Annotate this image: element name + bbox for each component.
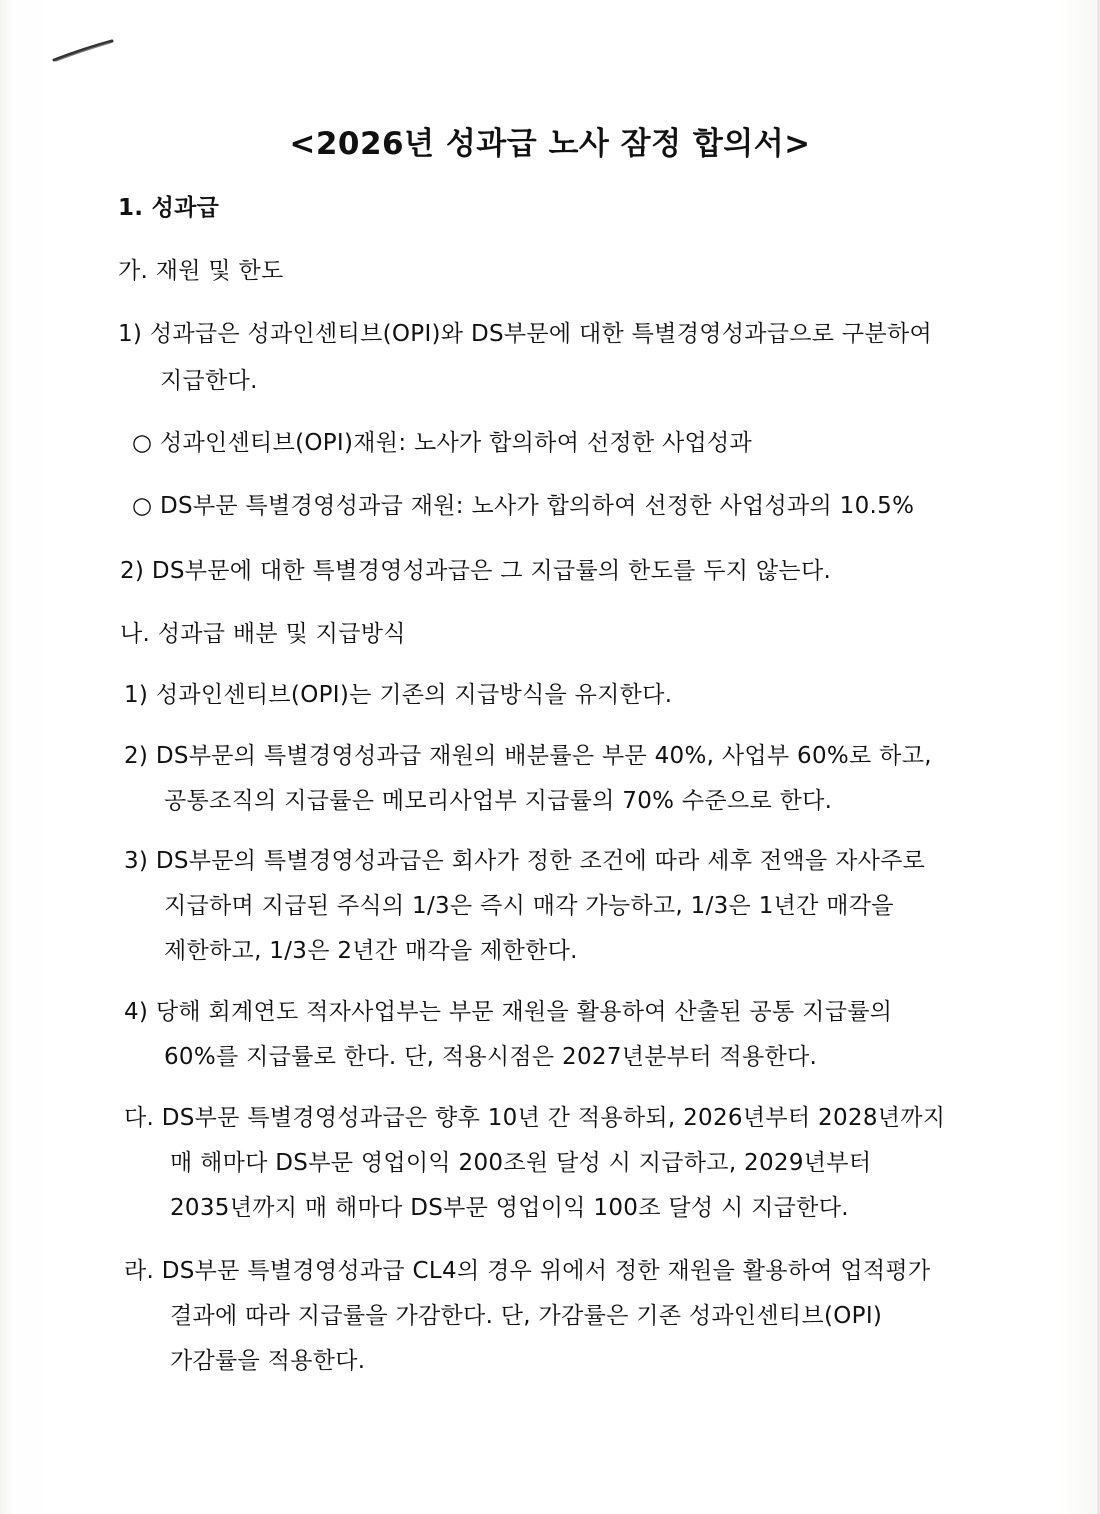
- pen-stroke-mark: [52, 38, 114, 64]
- clause-ga-bullet-2: ○ DS부문 특별경영성과급 재원: 노사가 합의하여 선정한 사업성과의 10.5%: [132, 493, 915, 519]
- clause-da-line-2: 매 해마다 DS부문 영업이익 200조원 달성 시 지급하고, 2029년부터: [170, 1150, 872, 1176]
- clause-na-1: 1) 성과인센티브(OPI)는 기존의 지급방식을 유지한다.: [124, 682, 673, 708]
- subsection-na-heading: 나. 성과급 배분 및 지급방식: [120, 621, 406, 647]
- clause-ra-line-2: 결과에 따라 지급률을 가감한다. 단, 가감률은 기존 성과인센티브(OPI): [170, 1303, 883, 1329]
- clause-da-line-3: 2035년까지 매 해마다 DS부문 영업이익 100조 달성 시 지급한다.: [170, 1195, 849, 1221]
- subsection-ga-heading: 가. 재원 및 한도: [118, 258, 284, 284]
- clause-ga-bullet-1: ○ 성과인센티브(OPI)재원: 노사가 합의하여 선정한 사업성과: [132, 430, 753, 456]
- clause-na-3-line-3: 제한하고, 1/3은 2년간 매각을 제한한다.: [164, 938, 578, 964]
- clause-ga-1-line-2: 지급한다.: [160, 368, 258, 394]
- clause-ga-2: 2) DS부문에 대한 특별경영성과급은 그 지급률의 한도를 두지 않는다.: [120, 558, 832, 584]
- clause-ga-1-line-1: 1) 성과급은 성과인센티브(OPI)와 DS부문에 대한 특별경영성과급으로 구분하여: [118, 321, 933, 347]
- clause-na-4-line-2: 60%를 지급률로 한다. 단, 적용시점은 2027년분부터 적용한다.: [164, 1044, 818, 1070]
- clause-ra-line-3: 가감률을 적용한다.: [170, 1348, 366, 1374]
- section-heading-1: 1. 성과급: [118, 195, 220, 221]
- clause-na-2-line-1: 2) DS부문의 특별경영성과급 재원의 배분률은 부문 40%, 사업부 60%로 하고,: [124, 743, 932, 769]
- clause-na-2-line-2: 공통조직의 지급률은 메모리사업부 지급률의 70% 수준으로 한다.: [164, 788, 833, 814]
- clause-na-3-line-1: 3) DS부문의 특별경영성과급은 회사가 정한 조건에 따라 세후 전액을 자사주로: [124, 848, 926, 874]
- clause-na-3-line-2: 지급하며 지급된 주식의 1/3은 즉시 매각 가능하고, 1/3은 1년간 매각을: [164, 893, 894, 919]
- document-title: <2026년 성과급 노사 잠정 합의서>: [289, 126, 811, 162]
- clause-da-line-1: 다. DS부문 특별경영성과급은 향후 10년 간 적용하되, 2026년부터 2028년까지: [124, 1105, 946, 1131]
- clause-ra-line-1: 라. DS부문 특별경영성과급 CL4의 경우 위에서 정한 재원을 활용하여 업적평가: [124, 1258, 931, 1284]
- clause-na-4-line-1: 4) 당해 회계연도 적자사업부는 부문 재원을 활용하여 산출된 공통 지급률의: [124, 999, 893, 1025]
